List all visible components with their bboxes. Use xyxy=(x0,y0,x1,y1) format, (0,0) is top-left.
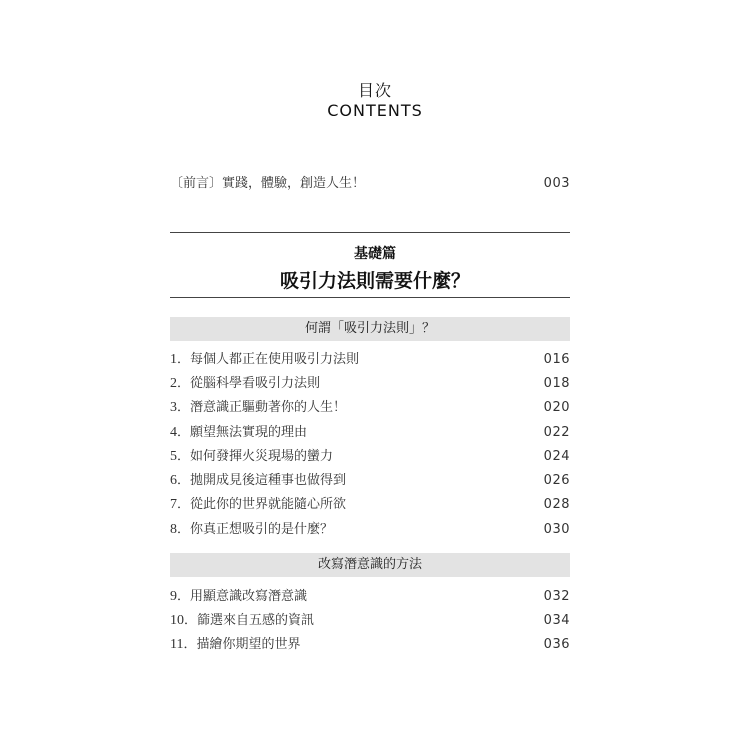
toc-entry[interactable] xyxy=(170,374,570,394)
entry-number: 7 xyxy=(170,497,177,512)
contents-heading-english: CONTENTS xyxy=(327,101,423,120)
entry-page-number: 022 xyxy=(543,425,570,440)
entry-separator: ． xyxy=(177,400,191,415)
entry-title: 從此你的世界就能隨心所欲 xyxy=(190,497,347,512)
entry-number: 10 xyxy=(170,613,184,628)
part-subtitle: 基礎篇 xyxy=(354,246,396,262)
preface-entry[interactable] xyxy=(170,174,570,194)
toc-entry[interactable] xyxy=(170,587,570,607)
entry-number: 2 xyxy=(170,376,177,391)
entry-page-number: 030 xyxy=(543,522,570,537)
entry-page-number: 020 xyxy=(543,400,570,415)
entry-page-number: 016 xyxy=(543,352,570,367)
entry-page-number: 024 xyxy=(543,449,570,464)
entry-separator: ． xyxy=(177,473,191,488)
entry-page-number: 036 xyxy=(543,637,570,652)
entry-separator: ． xyxy=(177,449,191,464)
entry-title: 潛意識正驅動著你的人生！ xyxy=(190,400,347,415)
toc-entry[interactable] xyxy=(170,635,570,655)
entry-title: 你真正想吸引的是什麼？ xyxy=(190,522,334,537)
entry-number: 5 xyxy=(170,449,177,464)
toc-entry[interactable] xyxy=(170,423,570,443)
entry-separator: ． xyxy=(177,497,191,512)
toc-entry[interactable] xyxy=(170,495,570,515)
part-title: 吸引力法則需要什麼？ xyxy=(279,270,470,292)
entry-title: 如何發揮火災現場的蠻力 xyxy=(190,449,334,464)
entry-title: 用顯意識改寫潛意識 xyxy=(190,589,308,604)
entry-title: 描繪你期望的世界 xyxy=(196,637,301,652)
entry-title: 從腦科學看吸引力法則 xyxy=(190,376,321,391)
entry-page-number: 028 xyxy=(543,497,570,512)
toc-entry[interactable] xyxy=(170,398,570,418)
entry-number: 6 xyxy=(170,473,177,488)
preface-title: 〔前言〕實踐，體驗，創造人生！ xyxy=(170,176,366,191)
part-top-divider xyxy=(170,232,570,233)
entry-title: 每個人都正在使用吸引力法則 xyxy=(190,352,360,367)
part-bottom-divider xyxy=(170,297,570,298)
toc-entry[interactable] xyxy=(170,447,570,467)
entry-title: 拋開成見後這種事也做得到 xyxy=(190,473,347,488)
preface-page-number: 003 xyxy=(543,176,570,191)
entry-number: 4 xyxy=(170,425,177,440)
section-heading-bar: 改寫潛意識的方法 xyxy=(170,553,570,577)
entry-number: 9 xyxy=(170,589,177,604)
entry-separator: ． xyxy=(177,352,191,367)
entry-number: 8 xyxy=(170,522,177,537)
entry-page-number: 032 xyxy=(543,589,570,604)
contents-heading-chinese: 目次 xyxy=(357,81,392,100)
entry-title: 篩選來自五感的資訊 xyxy=(197,613,315,628)
toc-entry[interactable] xyxy=(170,611,570,631)
entry-separator: ． xyxy=(177,376,191,391)
entry-separator: ． xyxy=(177,522,191,537)
entry-separator: ． xyxy=(184,613,198,628)
entry-number: 1 xyxy=(170,352,177,367)
entry-page-number: 018 xyxy=(543,376,570,391)
entry-separator: ． xyxy=(183,637,197,652)
entry-title: 願望無法實現的理由 xyxy=(190,425,308,440)
entry-page-number: 034 xyxy=(543,613,570,628)
entry-separator: ． xyxy=(177,425,191,440)
entry-page-number: 026 xyxy=(543,473,570,488)
entry-number: 3 xyxy=(170,400,177,415)
toc-entry[interactable] xyxy=(170,350,570,370)
entry-separator: ． xyxy=(177,589,191,604)
section-heading-bar: 何謂「吸引力法則」？ xyxy=(170,317,570,341)
toc-entry[interactable] xyxy=(170,520,570,540)
toc-entry[interactable] xyxy=(170,471,570,491)
entry-number: 11 xyxy=(170,637,184,652)
